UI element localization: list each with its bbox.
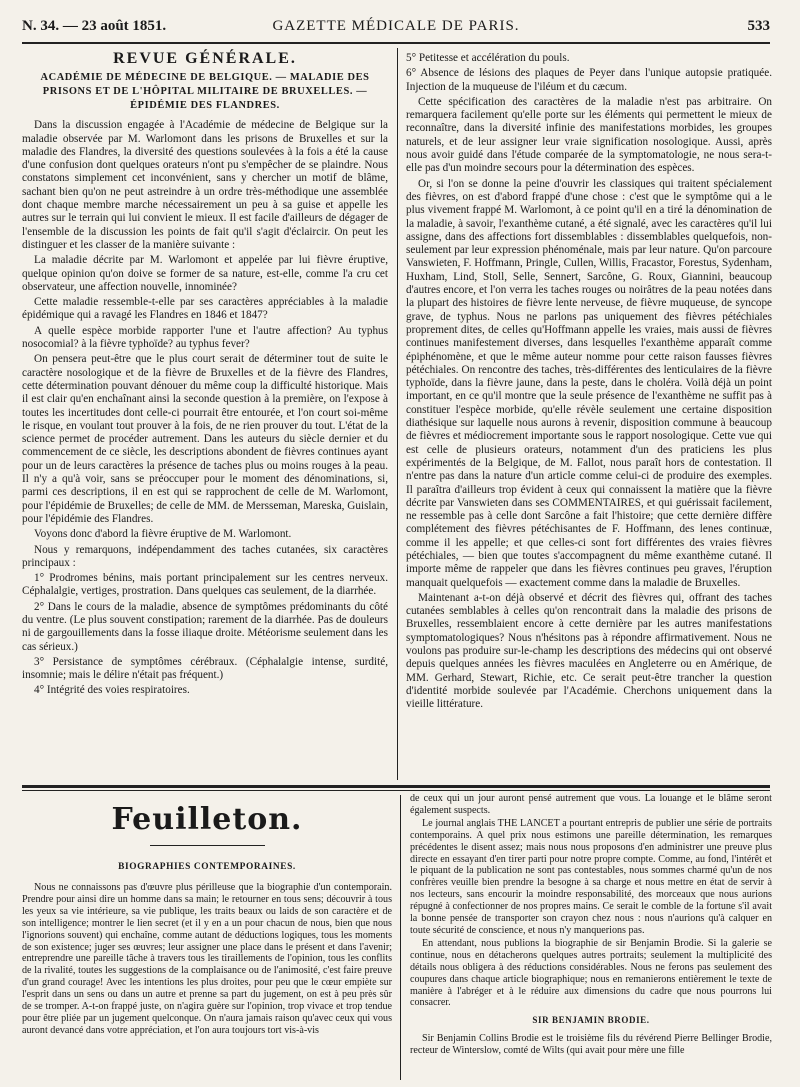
feuilleton-underline	[150, 845, 265, 846]
revue-subtitle: ACADÉMIE DE MÉDECINE DE BELGIQUE. — MALADIE DES PRISONS ET DE L'HÔPITAL MILITAIRE DE BRUXELLES. — ÉPIDÉMIE DES FLANDRES.	[40, 72, 370, 112]
feuilleton-title: Feuilleton.	[111, 802, 303, 837]
feuilleton-rule-thin	[22, 790, 770, 791]
paragraph: Dans la discussion engagée à l'Académie de médecine de Belgique sur la maladie observée par M. Warlomont dans les prisons de Bruxelles et sur la maladie des Flandres, la diversité des questions soulevées à la fois a été la cause d'une confusion dont quelques orateurs n'ont pu s'empêcher de se plaindre. Nous constatons simplement cet inconvénient, sans y chercher un motif de blâme, sachant bien qu'on ne peut astreindre à un ordre très-méthodique une assemblée dont chaque membre marche nécessairement un peu à sa guise et appelle les autres sur le terrain qui lui convient le mieux. Il est facile d'ailleurs de dégager de l'ensemble de la discussion les points de fait qu'il s'agit d'éclaircir. On peut les distinguer et les classer de la manière suivante :	[22, 119, 388, 251]
paragraph: de ceux qui un jour auront pensé autrement que vous. La louange et le blâme seront également suspects.	[410, 793, 772, 816]
paragraph: Or, si l'on se donne la peine d'ouvrir les classiques qui traitent spécialement des fièvres, on est d'abord frappé d'une chose : c'est que le symptôme qui a le plus vivement frappé M. Warlomont, à ce point qu'il en a tiré la dénomination de la maladie, à savoir, l'exanthème cutané, a été signalé, avec les caractères qu'il lui assigne, dans des affections fort dissemblables : dissemblables quelquefois, non-seulement par leur expression phénoménale, mais par leur nature. Qu'on parcoure Vanswieten, F. Hoffmann, Pringle, Cullen, Willis, Fracastor, Forestus, Sydenham, Huxham, Lind, Stoll, Selle, Sennert, Sarcône, G. Roux, Giannini, beaucoup d'autres encore, et l'on verra les taches rouges ou noirâtres de la peau notées dans la plupart des histoires de fièvre lente nerveuse, de fièvre muqueuse, de syncope grave, de typhus. Nous ne parlons pas uniquement des fièvres pétéchiales proprement dites, de celles qu'Hoffmann appelle les vraies, mais aussi de fièvres continues manifestement diverses, dans lesquelles l'exanthème apparaît comme épiphénomène, et que le même auteur nomme pour cette raison fausses fièvres pétéchiales. On rencontre des taches, très-différentes des lenticulaires de la fièvre typhoïde, dans la fièvre jaune, dans la peste, dans le choléra. Voilà déjà un point important, en ce qu'il montre que la seule présence de l'exanthème ne suffit pas à constituer l'espèce morbide, qu'elle révèle seulement une certaine disposition diathésique sur laquelle nous aurons à revenir, disposition commune à beaucoup de fièvres et médiocrement importante sous le rapport nosologique. Cette vue qui est celle de plusieurs orateurs, notamment d'un des praticiens les plus expérimentés de la Belgique, de M. Fallot, nous paraît hors de contestation. Il n'entre pas dans la nature d'un article comme celui-ci de produire des exemples. Il paraîtra d'ailleurs trop évident à ceux qui connaissent la matière que la fièvre décrite par Vanswieten dans ses COMMENTAIRES, et qui guérissait facilement, ne ressemble pas à celle dont Sarcône a fait l'histoire; que cette dernière diffère complétement des fièvres pétéchisantes de F. Hoffmann, des lenes continuæ, comme il les appelle; et que celles-ci sont fort différentes des vraies fièvres pétéchiales, — bien que toutes s'accompagnent du même exanthème cutané. Il importe même de rappeler que dans les fièvres continues peu graves, l'éruption manquait quelquefois — exactement comme dans la maladie de Bruxelles.	[406, 177, 772, 589]
paragraph: 3° Persistance de symptômes cérébraux. (Céphalalgie intense, surdité, insomnie; mais le délire n'était pas fréquent.)	[22, 655, 388, 682]
paragraph: Cette spécification des caractères de la maladie n'est pas arbitraire. On remarquera facilement qu'elle porte sur les éléments qui permettent le mieux de reconnaître, dans la diversité infinie des manifestations morbides, les groupes naturels, et de leur assigner leur vraie signification nosologique. Aussi, après nous avoir guidé dans l'étude comparée de la symptomatologie, ne nous sera-t-elle pas d'un moindre secours pour la détermination des espèces.	[406, 95, 772, 175]
paragraph: Sir Benjamin Collins Brodie est le troisième fils du révérend Pierre Bellinger Brodie, recteur de Winterslow, comté de Wilts (qui avait pour mère une fille	[410, 1033, 772, 1057]
paragraph: 1° Prodromes bénins, mais portant principalement sur les centres nerveux. Céphalalgie, vertiges, prostration. Dans quelques cas seulement, de la diarrhée.	[22, 572, 388, 598]
revue-column-left	[22, 48, 388, 783]
paragraph: En attendant, nous publions la biographie de sir Benjamin Brodie. Si la galerie se continue, nous en détacherons quelques autres portraits; seulement la multiplicité des détails nous obligera à des réductions considérables. Nous ne ferons pas seulement des coupures dans chaque article biographique; nous en remanierons entièrement le texte de manière à l'abréger et à le réduire aux dimensions du cadre que nous pourrons lui consacrer.	[410, 937, 772, 1009]
revue-title: REVUE GÉNÉRALE.	[113, 50, 297, 67]
feuilleton-column-right	[410, 793, 772, 1083]
journal-title: GAZETTE MÉDICALE DE PARIS.	[272, 18, 520, 34]
issue-number: N. 34. — 23 août 1851.	[22, 18, 167, 34]
paragraph: Nous y remarquons, indépendamment des taches cutanées, six caractères principaux :	[22, 543, 388, 569]
header-rule	[22, 42, 770, 44]
column-divider	[400, 795, 401, 1080]
paragraph: A quelle espèce morbide rapporter l'une et l'autre affection? Au typhus nosocomial? à la fièvre typhoïde? au typhus fever?	[22, 324, 388, 351]
paragraph: Maintenant a-t-on déjà observé et décrit des fièvres qui, offrant des taches cutanées semblables à celles qu'on rencontrait dans la maladie des prisons de Bruxelles, ressemblaient encore à cette dernière par les autres manifestations symptomatologiques? Nous n'hésitons pas à répondre affirmativement. Nous ne voulons pas produire sur-le-champ les descriptions des médecins qui ont observé depuis quelques années les fièvres maculées en Angleterre ou en Amérique, de MM. Gerhard, Stewart, Richie, etc. Ce serait peut-être trancher la question d'identité morbide soulevée par l'Académie. Cherchons uniquement dans la vieille littérature.	[406, 591, 772, 711]
paragraph: Voyons donc d'abord la fièvre éruptive de M. Warlomont.	[34, 528, 292, 541]
feuilleton-rule	[22, 785, 770, 788]
paragraph: Le journal anglais THE LANCET a pourtant entrepris de publier une série de portraits contemporains. A quel prix nous estimons une pareille détermination, les remarques précédentes le disent assez; mais nous nous proposons d'en administrer une preuve plus directe en essayant d'en tirer parti pour notre propre compte. Comme, au fond, l'intérêt et le piquant de la publication ne sont pas contestables, nous sommes charmé qu'un de nos confrères veuille bien prendre la besogne à sa charge et nous mettre en état de servir à nos lecteurs, sans encourir la moindre responsabilité, des morceaux que nous aurions répugné à confectionner de nos propres mains. Ce serait le comble de la fortune s'il avait la bonne pensée de transporter son crayon chez nous : nous n'aurions qu'à calquer en toute sécurité de conscience, et nous n'y manquerions pas.	[410, 817, 772, 936]
feuilleton-subtitle: BIOGRAPHIES CONTEMPORAINES.	[118, 862, 296, 872]
paragraph: Cette maladie ressemble-t-elle par ses caractères appréciables à la maladie épidémique qui a ravagé les Flandres en 1846 et 1847?	[22, 296, 388, 322]
running-header	[22, 18, 770, 40]
paragraph: La maladie décrite par M. Warlomont et appelée par lui fièvre éruptive, quelque opinion qu'on doive se former de sa nature, est-elle, comme l'a cru cet observateur, une affection nouvelle, innominée?	[22, 254, 388, 293]
paragraph: 4° Intégrité des voies respiratoires.	[34, 684, 190, 697]
paragraph: 6° Absence de lésions des plaques de Peyer dans l'unique autopsie pratiquée. Injection de la muqueuse de l'iléum et du cæcum.	[406, 67, 772, 93]
column-divider	[397, 48, 398, 780]
page-number: 533	[747, 18, 770, 34]
section-heading: SIR BENJAMIN BRODIE.	[532, 1015, 650, 1026]
paragraph: On pensera peut-être que le plus court serait de déterminer tout de suite le caractère nosologique et de la fièvre de Bruxelles et de la fièvre des Flandres, cette détermination pouvant dénouer du même coup la difficulté historique. Mais il est clair qu'en enchaînant ainsi la seconde question à la première, on l'expose à toutes les incertitudes dont celle-ci pourrait être entourée, et l'on court soi-même le risque, en voulant tout prouver à la fois, de ne rien prouver du tout. L'état de la science permet de procéder autrement. Dans les auteurs du siècle dernier et du commencement de ce siècle, les descriptions abondent de fièvres continues ayant pour un de leurs caractères la présence de taches plus ou moins rouges à la peau. Il n'y a qu'à voir, sans se préoccuper pour le moment des dénominations, si, parmi ces descriptions, il en est qui se rapprochent de celle de M. Warlomont, pour l'épidémie de Bruxelles; de celle de MM. de Mersseman, Mareska, Guislain, pour l'épidémie des Flandres.	[22, 353, 388, 525]
paragraph: 5° Petitesse et accélération du pouls.	[406, 52, 570, 64]
paragraph: 2° Dans le cours de la maladie, absence de symptômes prédominants du côté du ventre. (Le plus souvent constipation; rarement de la diarrhée. Pas de douleurs ni de gargouillements dans la fosse iliaque droite. Météorisme seulement dans les cas sérieux.)	[22, 600, 388, 653]
paragraph: Nous ne connaissons pas d'œuvre plus périlleuse que la biographie d'un contemporain. Prendre pour ainsi dire un homme dans sa main; le retourner en tous sens; découvrir à tous les yeux sa vie intérieure, sa vie publique, les traits beaux ou laids de son caractère et de son intelligence; montrer le lien secret (et il y en a un pour chacun de nous, bien que nous l'ignorions souvent) qui enchaîne, comme autant de déductions logiques, tous les moments de son existence; juger ses œuvres; leur assigner une place dans le présent et dans l'avenir; entreprendre une pareille tâche à travers tous les tiraillements de l'opinion, tous les conflits de la rivalité, toutes les suggestions de la complaisance ou de l'animosité, c'est faire preuve d'un grand courage! Avec les intentions les plus droites, pour peu que le cœur empiète sur l'esprit dans un sens ou dans un autre et prenne sa part du jugement, on est à peu près sûr de se tromper. A-t-on frappé juste, on n'agira guère sur l'opinion, trop vivace et trop tendue pour être pliée par un jugement quelconque. On n'aura jamais raison qu'avec ceux qui vous auront devancé dans votre appréciation, et l'on aura toujours tort vis-à-vis	[22, 882, 392, 1036]
feuilleton-column-left	[22, 882, 392, 1082]
revue-column-right	[406, 52, 772, 783]
